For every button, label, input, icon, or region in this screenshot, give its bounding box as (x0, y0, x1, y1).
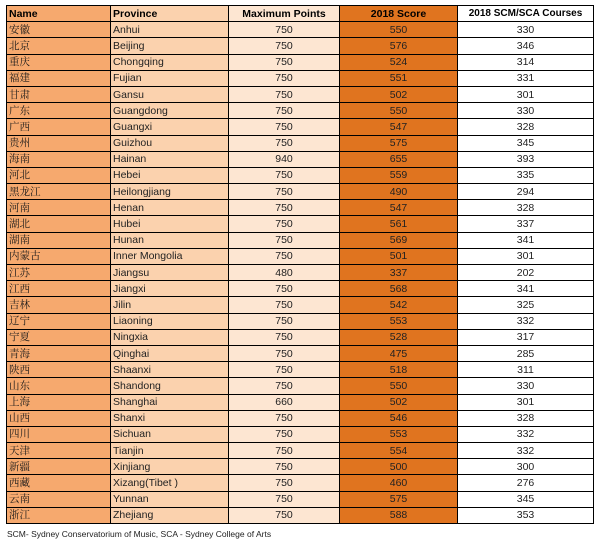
cell-courses: 332 (458, 313, 594, 329)
table-row (7, 459, 594, 475)
cell-name: 天津 (7, 443, 111, 459)
cell-max-points: 750 (229, 38, 340, 54)
cell-province: Beijing (111, 38, 229, 54)
cell-2018-score: 576 (340, 38, 458, 54)
header-row (7, 6, 594, 22)
cell-province: Hainan (111, 151, 229, 167)
cell-province: Xizang(Tibet ) (111, 475, 229, 491)
cell-name: 吉林 (7, 297, 111, 313)
cell-province: Liaoning (111, 313, 229, 329)
cell-max-points: 750 (229, 426, 340, 442)
table-row (7, 345, 594, 361)
cell-courses: 317 (458, 329, 594, 345)
cell-2018-score: 655 (340, 151, 458, 167)
cell-name: 河南 (7, 200, 111, 216)
cell-province: Shaanxi (111, 362, 229, 378)
cell-courses: 393 (458, 151, 594, 167)
cell-name: 黑龙江 (7, 184, 111, 200)
cell-max-points: 750 (229, 410, 340, 426)
cell-2018-score: 490 (340, 184, 458, 200)
cell-courses: 346 (458, 38, 594, 54)
cell-max-points: 750 (229, 86, 340, 102)
score-table-container (6, 5, 596, 539)
cell-courses: 345 (458, 135, 594, 151)
cell-name: 青海 (7, 345, 111, 361)
cell-max-points: 750 (229, 443, 340, 459)
cell-province: Shanghai (111, 394, 229, 410)
table-row (7, 167, 594, 183)
cell-max-points: 750 (229, 103, 340, 119)
table-row (7, 297, 594, 313)
cell-province: Shandong (111, 378, 229, 394)
table-row (7, 54, 594, 70)
cell-max-points: 750 (229, 167, 340, 183)
cell-province: Yunnan (111, 491, 229, 507)
cell-max-points: 750 (229, 491, 340, 507)
cell-province: Gansu (111, 86, 229, 102)
cell-province: Qinghai (111, 345, 229, 361)
cell-name: 陕西 (7, 362, 111, 378)
table-row (7, 281, 594, 297)
table-row (7, 119, 594, 135)
cell-2018-score: 518 (340, 362, 458, 378)
cell-2018-score: 559 (340, 167, 458, 183)
cell-name: 安徽 (7, 22, 111, 38)
table-row (7, 232, 594, 248)
cell-2018-score: 542 (340, 297, 458, 313)
cell-courses: 332 (458, 443, 594, 459)
cell-province: Anhui (111, 22, 229, 38)
cell-max-points: 750 (229, 459, 340, 475)
score-table (6, 5, 594, 524)
table-row (7, 394, 594, 410)
cell-2018-score: 550 (340, 103, 458, 119)
cell-max-points: 750 (229, 54, 340, 70)
cell-name: 江西 (7, 281, 111, 297)
cell-2018-score: 550 (340, 378, 458, 394)
cell-province: Tianjin (111, 443, 229, 459)
cell-courses: 311 (458, 362, 594, 378)
cell-2018-score: 528 (340, 329, 458, 345)
table-row (7, 151, 594, 167)
cell-2018-score: 475 (340, 345, 458, 361)
cell-max-points: 750 (229, 22, 340, 38)
cell-province: Ningxia (111, 329, 229, 345)
table-row (7, 313, 594, 329)
cell-name: 北京 (7, 38, 111, 54)
cell-name: 新疆 (7, 459, 111, 475)
table-row (7, 248, 594, 264)
table-row (7, 410, 594, 426)
cell-2018-score: 547 (340, 200, 458, 216)
cell-courses: 330 (458, 103, 594, 119)
cell-2018-score: 561 (340, 216, 458, 232)
header-province: Province (111, 6, 229, 22)
cell-courses: 285 (458, 345, 594, 361)
cell-max-points: 750 (229, 345, 340, 361)
cell-name: 辽宁 (7, 313, 111, 329)
table-row (7, 38, 594, 54)
cell-2018-score: 337 (340, 265, 458, 281)
cell-max-points: 660 (229, 394, 340, 410)
cell-name: 浙江 (7, 507, 111, 523)
cell-2018-score: 553 (340, 426, 458, 442)
cell-2018-score: 550 (340, 22, 458, 38)
cell-name: 湖北 (7, 216, 111, 232)
cell-2018-score: 460 (340, 475, 458, 491)
header-courses: 2018 SCM/SCA Courses (458, 6, 594, 22)
cell-2018-score: 502 (340, 86, 458, 102)
cell-courses: 202 (458, 265, 594, 281)
cell-max-points: 750 (229, 475, 340, 491)
cell-courses: 335 (458, 167, 594, 183)
cell-max-points: 750 (229, 232, 340, 248)
table-row (7, 329, 594, 345)
cell-2018-score: 547 (340, 119, 458, 135)
cell-courses: 294 (458, 184, 594, 200)
table-row (7, 184, 594, 200)
cell-2018-score: 500 (340, 459, 458, 475)
cell-2018-score: 551 (340, 70, 458, 86)
cell-name: 贵州 (7, 135, 111, 151)
cell-name: 广西 (7, 119, 111, 135)
cell-name: 甘肃 (7, 86, 111, 102)
cell-courses: 331 (458, 70, 594, 86)
cell-max-points: 750 (229, 216, 340, 232)
cell-max-points: 750 (229, 281, 340, 297)
cell-courses: 345 (458, 491, 594, 507)
cell-province: Jiangxi (111, 281, 229, 297)
table-row (7, 135, 594, 151)
cell-max-points: 750 (229, 200, 340, 216)
table-row (7, 216, 594, 232)
cell-2018-score: 502 (340, 394, 458, 410)
cell-courses: 330 (458, 378, 594, 394)
cell-max-points: 750 (229, 297, 340, 313)
cell-province: Sichuan (111, 426, 229, 442)
table-row (7, 378, 594, 394)
cell-courses: 301 (458, 394, 594, 410)
header-name: Name (7, 6, 111, 22)
cell-2018-score: 568 (340, 281, 458, 297)
cell-2018-score: 554 (340, 443, 458, 459)
cell-name: 福建 (7, 70, 111, 86)
cell-province: Hubei (111, 216, 229, 232)
cell-courses: 300 (458, 459, 594, 475)
table-row (7, 362, 594, 378)
cell-courses: 332 (458, 426, 594, 442)
cell-name: 河北 (7, 167, 111, 183)
cell-name: 云南 (7, 491, 111, 507)
cell-province: Inner Mongolia (111, 248, 229, 264)
cell-province: Hunan (111, 232, 229, 248)
table-row (7, 507, 594, 523)
cell-name: 广东 (7, 103, 111, 119)
table-row (7, 265, 594, 281)
cell-name: 内蒙古 (7, 248, 111, 264)
cell-courses: 325 (458, 297, 594, 313)
table-body (7, 22, 594, 524)
table-row (7, 70, 594, 86)
cell-2018-score: 569 (340, 232, 458, 248)
cell-province: Henan (111, 200, 229, 216)
table-row (7, 103, 594, 119)
cell-max-points: 750 (229, 507, 340, 523)
cell-max-points: 750 (229, 329, 340, 345)
cell-max-points: 750 (229, 119, 340, 135)
cell-courses: 353 (458, 507, 594, 523)
footnote: SCM- Sydney Conservatorium of Music, SCA - Sydney College of Arts (7, 529, 272, 539)
table-row (7, 443, 594, 459)
cell-province: Jilin (111, 297, 229, 313)
cell-name: 海南 (7, 151, 111, 167)
table-row (7, 200, 594, 216)
table-row (7, 86, 594, 102)
cell-province: Guizhou (111, 135, 229, 151)
cell-name: 上海 (7, 394, 111, 410)
cell-courses: 314 (458, 54, 594, 70)
cell-courses: 328 (458, 410, 594, 426)
cell-name: 山东 (7, 378, 111, 394)
cell-province: Guangdong (111, 103, 229, 119)
cell-2018-score: 588 (340, 507, 458, 523)
cell-name: 重庆 (7, 54, 111, 70)
cell-courses: 341 (458, 232, 594, 248)
cell-courses: 330 (458, 22, 594, 38)
cell-courses: 276 (458, 475, 594, 491)
cell-province: Fujian (111, 70, 229, 86)
cell-province: Zhejiang (111, 507, 229, 523)
table-row (7, 475, 594, 491)
cell-province: Shanxi (111, 410, 229, 426)
cell-max-points: 750 (229, 362, 340, 378)
cell-max-points: 750 (229, 378, 340, 394)
cell-province: Jiangsu (111, 265, 229, 281)
cell-2018-score: 501 (340, 248, 458, 264)
cell-courses: 328 (458, 200, 594, 216)
cell-2018-score: 575 (340, 135, 458, 151)
cell-max-points: 750 (229, 184, 340, 200)
table-row (7, 426, 594, 442)
cell-name: 四川 (7, 426, 111, 442)
cell-province: Guangxi (111, 119, 229, 135)
cell-2018-score: 575 (340, 491, 458, 507)
table-row (7, 491, 594, 507)
cell-courses: 337 (458, 216, 594, 232)
table-row (7, 22, 594, 38)
cell-2018-score: 524 (340, 54, 458, 70)
cell-name: 西藏 (7, 475, 111, 491)
cell-max-points: 750 (229, 70, 340, 86)
cell-max-points: 940 (229, 151, 340, 167)
cell-province: Heilongjiang (111, 184, 229, 200)
cell-courses: 341 (458, 281, 594, 297)
cell-name: 宁夏 (7, 329, 111, 345)
cell-max-points: 750 (229, 313, 340, 329)
cell-name: 湖南 (7, 232, 111, 248)
cell-name: 江苏 (7, 265, 111, 281)
cell-courses: 328 (458, 119, 594, 135)
cell-courses: 301 (458, 248, 594, 264)
header-max-points: Maximum Points (229, 6, 340, 22)
cell-2018-score: 553 (340, 313, 458, 329)
cell-province: Hebei (111, 167, 229, 183)
cell-max-points: 750 (229, 135, 340, 151)
cell-max-points: 750 (229, 248, 340, 264)
cell-name: 山西 (7, 410, 111, 426)
cell-courses: 301 (458, 86, 594, 102)
cell-province: Chongqing (111, 54, 229, 70)
header-2018-score: 2018 Score (340, 6, 458, 22)
cell-max-points: 480 (229, 265, 340, 281)
cell-2018-score: 546 (340, 410, 458, 426)
cell-province: Xinjiang (111, 459, 229, 475)
